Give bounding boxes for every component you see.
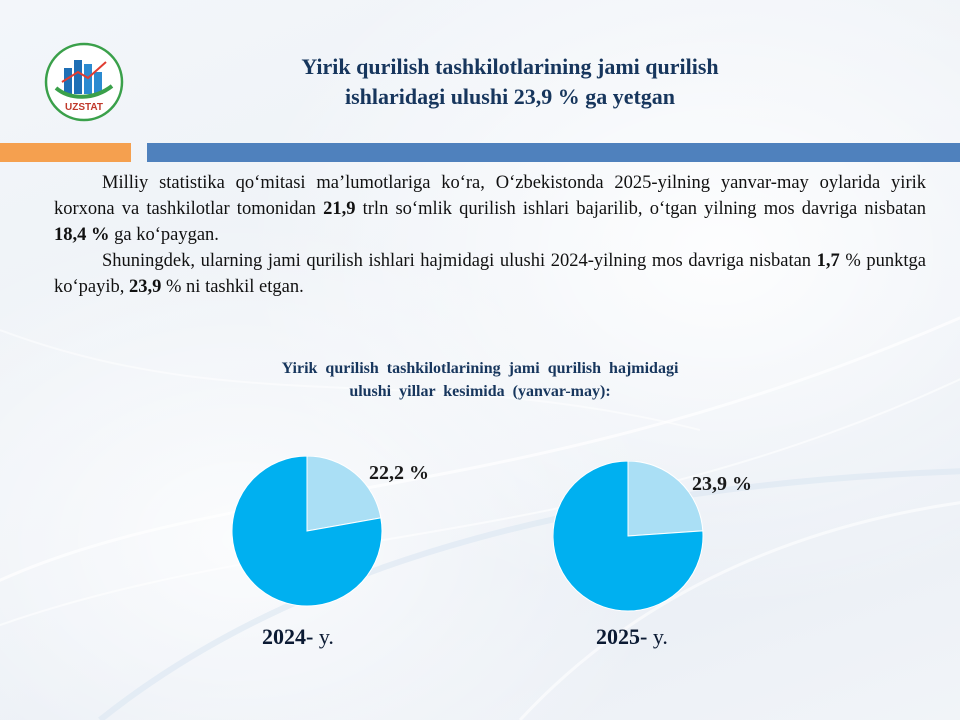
- year-label-2024: [262, 624, 334, 650]
- paragraph-2-text-a: Shuningdek, ularning jami qurilish ishlari hajmidagi ulushi 2024-yilning mos davriga nisbatan: [102, 251, 817, 271]
- year-2024-value: 2024-: [262, 624, 314, 649]
- chart-title-line-1: Yirik qurilish tashkilotlarining jami qurilish hajmidagi: [281, 360, 679, 377]
- title-line-2: ishlaridagi ulushi 23,9 % ga yetgan: [344, 84, 676, 109]
- paragraph-1: [54, 170, 926, 248]
- year-label-2025: [596, 624, 668, 650]
- chart-title: [200, 357, 760, 403]
- uzstat-logo: [44, 42, 124, 122]
- year-2025-value: 2025-: [596, 624, 648, 649]
- paragraph-1-value-volume: 21,9: [323, 199, 356, 219]
- body-text: [54, 170, 926, 300]
- page-title: [200, 52, 820, 112]
- paragraph-1-text-a: Milliy statistika qo‘mitasi ma’lumotlariga ko‘ra, O‘zbekistonda 2025-yilning yanvar-may oylarida yirik korxona va tashkilotlar tomonidan: [54, 173, 926, 219]
- pie-label-2024: 22,2 %: [369, 462, 429, 484]
- paragraph-2-text-c: % ni tashkil etgan.: [161, 277, 304, 297]
- year-2024-suffix: y.: [313, 624, 334, 649]
- paragraph-2: [54, 248, 926, 300]
- paragraph-1-value-growth: 18,4 %: [54, 225, 110, 245]
- year-2025-suffix: y.: [647, 624, 668, 649]
- paragraph-1-text-c: ga ko‘paygan.: [109, 225, 219, 245]
- divider-bar-orange: [0, 143, 131, 162]
- paragraph-2-text-b: % punktga ko‘payib,: [54, 251, 927, 297]
- paragraph-2-value-share: 23,9: [129, 277, 162, 297]
- paragraph-1-text-b: trln so‘mlik qurilish ishlari bajarilib, o‘tgan yilning mos davriga nisbatan: [355, 199, 926, 219]
- paragraph-2-value-points: 1,7: [816, 251, 840, 271]
- logo-text: UZSTAT: [65, 102, 103, 113]
- title-line-1: Yirik qurilish tashkilotlarining jami qurilish: [301, 54, 719, 79]
- divider-bar-blue: [147, 143, 960, 162]
- chart-title-line-2: ulushi yillar kesimida (yanvar-may):: [349, 383, 611, 400]
- pie-label-2025: 23,9 %: [692, 473, 752, 495]
